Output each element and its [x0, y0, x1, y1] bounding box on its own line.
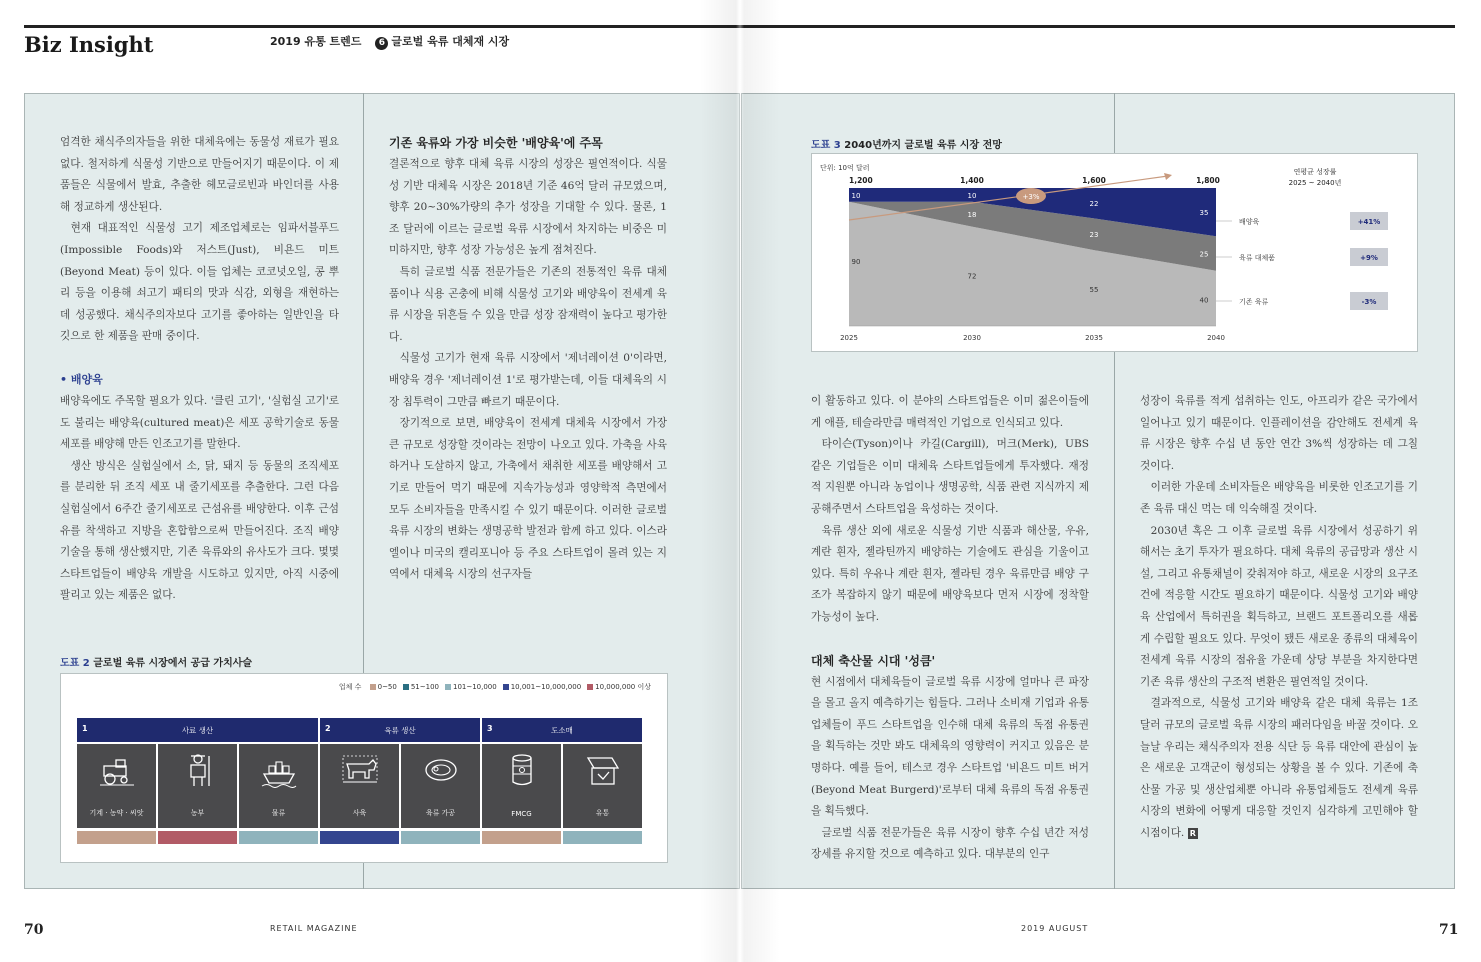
section-heading: 기존 육류와 가장 비슷한 '배양육'에 주목 — [389, 136, 603, 150]
stage-label: 사료 생산 — [181, 726, 214, 735]
growth-rate: +9% — [1360, 254, 1378, 262]
issue-date: 2019 AUGUST — [1021, 924, 1089, 933]
total-label: 1,400 — [960, 176, 984, 185]
article-column-4 — [1140, 391, 1418, 844]
retail-icon — [585, 752, 621, 788]
issue-number-badge: 6 — [375, 37, 388, 50]
paragraph — [1140, 693, 1418, 844]
growth-series-name: 배양육 — [1239, 218, 1260, 226]
tractor-icon — [99, 752, 135, 788]
farmer-icon — [180, 752, 216, 788]
paragraph: 배양육에도 주목할 필요가 있다. '클린 고기', '실험실 고기'로도 불리는 배양육(cultured meat)은 세포 공학기술로 동물 세포를 배양해 만든 인조고기를 말한다. — [60, 394, 339, 451]
value-chain-stage — [482, 718, 642, 742]
figure-title-text: 2040년까지 글로벌 육류 시장 전망 — [844, 140, 1002, 151]
data-label: 35 — [1199, 209, 1209, 218]
stage-number: 2 — [325, 724, 331, 733]
top-rule — [24, 25, 1455, 28]
data-label: 18 — [967, 211, 977, 220]
article-column-2 — [389, 132, 667, 586]
value-chain-tile — [563, 744, 642, 828]
tile-label: FMCG — [511, 810, 532, 818]
section-heading: 대체 축산물 시대 '성큼' — [811, 653, 936, 668]
stage-label: 도소매 — [551, 726, 573, 735]
stage-number: 1 — [82, 724, 88, 733]
paragraph: 육류 생산 외에 새로운 식물성 기반 식품과 해산물, 우유, 계란 흰자, 젤라틴까지 배양하는 기술에도 관심을 기울이고 있다. 특히 우유나 계란 흰자, 젤라틴 경우 육류만큼 배양 구조가 복잡하지 않기 때문에 배양육보다 먼저 시장에 정착할 가능성이 높다. — [811, 524, 1089, 623]
forecast-chart-svg — [812, 154, 1419, 353]
legend-swatch — [503, 684, 509, 690]
meat-market-forecast-chart — [811, 153, 1418, 352]
paragraph: 생산 방식은 실험실에서 소, 닭, 돼지 등 동물의 조직세포를 분리한 뒤 조직 세포 내 줄기세포를 추출한다. 그런 다음 실험실에서 6주간 줄기세포로 근섬유를 배양한다. 이후 근섬유를 착색하고 지방을 혼합함으로써 만들어진다. 조직 배양 기술을 통해 생산했지만, 기존 육류와의 유사도가 크다. 몇몇 스타트업들이 배양육 개발을 시도하고 있지만, 아직 시중에 팔리고 있는 제품은 없다. — [60, 459, 339, 602]
series-label: 2019 유통 트렌드 — [270, 35, 362, 48]
paragraph: 2030년 혹은 그 이후 글로벌 육류 시장에서 성공하기 위해서는 초기 투자가 필요하다. 대체 육류의 공급망과 생산 시설, 그리고 유통채널이 갖춰져야 하고, 새로운 시장의 요구조건에 적응할 시간도 필요하기 때문이다. 식물성 고기와 배양육 산업에서 특허권을 획득하고, 브랜드 포트폴리오를 새롭게 수립할 필요도 있다. 무엇이 됐든 새로운 종류의 대체육이 전세계 육류 시장의 점유율 가운데 상당 부분을 차지한다면 기존 육류 생산의 구조적 변환은 필연적일 것이다. — [1140, 524, 1418, 688]
legend-swatch — [445, 684, 451, 690]
paragraph: 타이슨(Tyson)이나 카길(Cargill), 머크(Merk), UBS 같은 기업들은 이미 대체육 스타트업들에게 투자했다. 재정적 지원뿐 아니라 농업이나 생명공학, 식품 관련 지식까지 제공해주면서 스타트업을 육성하는 것이다. — [811, 438, 1089, 515]
paragraph: 엄격한 채식주의자들을 위한 대체육에는 동물성 재료가 필요 없다. 철저하게 식물성 기반으로 만들어지기 때문이다. 이 제품들은 식물에서 발효, 추출한 헤모글로빈과 바인더를 사용해 정교하게 생산된다. — [60, 136, 339, 213]
tile-label: 기계 · 농약 · 씨앗 — [89, 809, 144, 817]
legend-swatch — [587, 684, 593, 690]
page-number-right: 71 — [1439, 922, 1459, 938]
paragraph: 특히 글로벌 식품 전문가들은 기존의 전통적인 육류 대체품이나 식용 곤충에 비해 식물성 고기와 배양육이 전세계 육류 시장을 뒤흔들 수 있을 만큼 성장 잠재력이 높다고 평가한다. — [389, 265, 667, 343]
company-count-bar — [239, 831, 318, 844]
paragraph: 장기적으로 보면, 배양육이 전세계 대체육 시장에서 가장 큰 규모로 성장할 것이라는 전망이 나오고 있다. 가축을 사육하거나 도살하지 않고, 가축에서 채취한 세포를 배양해서 고기로 만들어 먹기 때문에 지속가능성과 영양학적 측면에서 모두 소비자들을 만족시킬 수 있기 때문이다. 이러한 글로벌 육류 시장의 변화는 생명공학 발전과 함께 하고 있다. 이스라엘이나 미국의 캘리포니아 등 주요 스타트업이 몰려 있는 지역에서 대체육 시장의 선구자들 — [389, 417, 667, 581]
data-label: 10 — [967, 191, 977, 200]
value-chain-stage — [320, 718, 480, 742]
legend-label: 10,001~10,000,000 — [510, 683, 582, 691]
tile-label: 유통 — [595, 809, 610, 817]
paragraph-text: 결과적으로, 식물성 고기와 배양육 같은 대체 육류는 1조 달러 규모의 글로벌 육류 시장의 패러다임을 바꿀 것이다. 오늘날 우리는 채식주의자 전용 식단 등 육류 대안에 관심이 높은 새로운 고객군이 형성되는 상황을 볼 수 있다. 기존에 축산물 가공 및 생산업체뿐 아니라 유통업체들도 전세계 육류 시장의 변화에 어떻게 대응할 것인지 심각하게 고민해야 할 시점이다. — [1140, 697, 1418, 839]
paragraph: 현재 대표적인 식물성 고기 제조업체로는 임파서블푸드(Impossible Foods)와 저스트(Just), 비욘드 미트(Beyond Meat) 등이 있다. 이들 업체는 코코넛오일, 콩 뿌리 등을 이용해 쇠고기 패티의 맛과 식감, 외형을 재현하는 데 성공했다. 채식주의자보다 고기를 좋아하는 일반인을 타깃으로 한 제품을 판매 중이다. — [60, 222, 339, 343]
figure-tag: 도표 3 — [811, 140, 841, 151]
figure-tag: 도표 2 — [60, 658, 90, 669]
trend-arrowhead — [1164, 173, 1172, 180]
company-count-bar — [482, 831, 561, 844]
value-chain-tile — [239, 744, 318, 828]
trend-label: +3% — [1022, 193, 1040, 201]
legend-swatch — [370, 684, 376, 690]
growth-series-name: 기존 육류 — [1239, 298, 1269, 306]
company-count-bar — [77, 831, 156, 844]
legend-label: 10,000,000 이상 — [595, 683, 651, 691]
figure-title-text: 글로벌 육류 시장에서 공급 가치사슬 — [93, 658, 253, 669]
paragraph: 이러한 가운데 소비자들은 배양육을 비롯한 인조고기를 기존 육류 대신 먹는 데 익숙해질 것이다. — [1140, 481, 1418, 515]
value-chain-stage — [77, 718, 318, 742]
growth-period: 2025 ~ 2040년 — [1288, 179, 1342, 187]
section-title — [270, 33, 509, 50]
chart-unit-label: 단위: 10억 달러 — [820, 164, 870, 172]
company-count-bar — [158, 831, 237, 844]
figure-3-title — [811, 136, 1002, 151]
paragraph: 성장이 육류를 적게 섭취하는 인도, 아프리카 같은 국가에서 일어나고 있기 때문이다. 인플레이션을 감안해도 전세계 육류 시장은 향후 수십 년 동안 연간 3%씩 성장하는 데 그칠 것이다. — [1140, 395, 1418, 472]
value-chain-tile — [401, 744, 480, 828]
magazine-name: RETAIL MAGAZINE — [270, 924, 358, 933]
tile-label: 육류 가공 — [425, 809, 456, 817]
stage-number: 3 — [487, 724, 493, 733]
total-label: 1,800 — [1196, 176, 1220, 185]
can-icon — [504, 752, 540, 788]
x-tick-label: 2025 — [840, 334, 858, 342]
data-label: 90 — [851, 257, 861, 266]
data-label: 10 — [851, 191, 861, 200]
total-label: 1,200 — [849, 176, 873, 185]
growth-rate: -3% — [1361, 298, 1377, 306]
value-chain-tile — [482, 744, 561, 828]
data-label: 25 — [1199, 250, 1209, 259]
data-label: 40 — [1199, 296, 1209, 305]
subheading-cultured-meat: • 배양육 — [60, 372, 103, 386]
tile-label: 농부 — [190, 809, 205, 817]
company-count-bar — [320, 831, 399, 844]
data-label: 72 — [967, 272, 977, 281]
paragraph: 글로벌 식품 전문가들은 육류 시장이 향후 수십 년간 저성장세를 유지할 것으로 예측하고 있다. 대부분의 인구 — [811, 826, 1089, 861]
figure-legend — [339, 682, 651, 692]
legend-swatch — [403, 684, 409, 690]
company-count-bar — [401, 831, 480, 844]
paragraph: 식물성 고기가 현재 육류 시장에서 '제너레이션 0'이라면, 배양육 경우 '제너레이션 1'로 평가받는데, 이들 대체육의 시장 침투력이 그만큼 빠르기 때문이다. — [389, 352, 667, 408]
tile-label: 사육 — [352, 809, 367, 817]
legend-label: 51~100 — [410, 683, 439, 691]
topic-label: 글로벌 육류 대체재 시장 — [391, 35, 510, 48]
end-mark-icon: R — [1189, 828, 1196, 838]
cow-icon — [342, 752, 378, 788]
tile-label: 물류 — [271, 809, 286, 817]
paragraph: 이 활동하고 있다. 이 분야의 스타트업들은 이미 젊은이들에게 애플, 테슬라만큼 매력적인 기업으로 인식되고 있다. — [811, 395, 1089, 429]
supply-value-chain-figure — [60, 673, 668, 863]
value-chain-tile — [77, 744, 156, 828]
growth-header: 연평균 성장률 — [1293, 168, 1337, 176]
growth-rate: +41% — [1357, 218, 1381, 226]
figure-2-title — [60, 654, 252, 669]
article-column-3 — [811, 391, 1089, 866]
masthead: Biz Insight — [24, 32, 154, 57]
paragraph: 결론적으로 향후 대체 육류 시장의 성장은 필연적이다. 식물성 기반 대체육 시장은 2018년 기준 46억 달러 규모였으며, 향후 20~30%가량의 추가 성장을 기대할 수 있다. 물론, 1조 달러에 이르는 글로벌 육류 시장에서 차지하는 비중은 미미하지만, 향후 성장 가능성은 높게 점쳐진다. — [389, 158, 667, 257]
value-chain-tile — [320, 744, 399, 828]
page-number-left: 70 — [24, 922, 44, 938]
data-label: 55 — [1089, 286, 1099, 295]
legend-label: 0~50 — [377, 683, 397, 691]
x-tick-label: 2040 — [1207, 334, 1225, 342]
legend-title: 업체 수 — [338, 683, 362, 691]
data-label: 23 — [1089, 231, 1099, 240]
stage-label: 육류 생산 — [384, 726, 416, 735]
value-chain-tile — [158, 744, 237, 828]
legend-label: 101~10,000 — [452, 683, 497, 691]
company-count-bar — [563, 831, 642, 844]
article-column-1 — [60, 132, 339, 607]
meat-icon — [423, 752, 459, 788]
x-tick-label: 2030 — [963, 334, 981, 342]
x-tick-label: 2035 — [1085, 334, 1103, 342]
data-label: 22 — [1089, 200, 1099, 209]
total-label: 1,600 — [1082, 176, 1106, 185]
paragraph: 현 시점에서 대체육들이 글로벌 육류 시장에 얼마나 큰 파장을 몰고 올지 예측하기는 힘들다. 그러나 소비재 기업과 유통업체들이 푸드 스타트업을 인수해 대체 육류의 독점 유통권을 획득하는 것만 봐도 대체육의 영향력이 커지고 있음은 분명하다. 예를 들어, 테스코 경우 스타트업 '비욘드 미트 버거(Beyond Meat Burgerd)'로부터 대체 육류의 독점 유통권을 획득했다. — [811, 675, 1089, 818]
cargo-ship-icon — [261, 752, 297, 788]
growth-series-name: 육류 대체품 — [1239, 254, 1276, 262]
